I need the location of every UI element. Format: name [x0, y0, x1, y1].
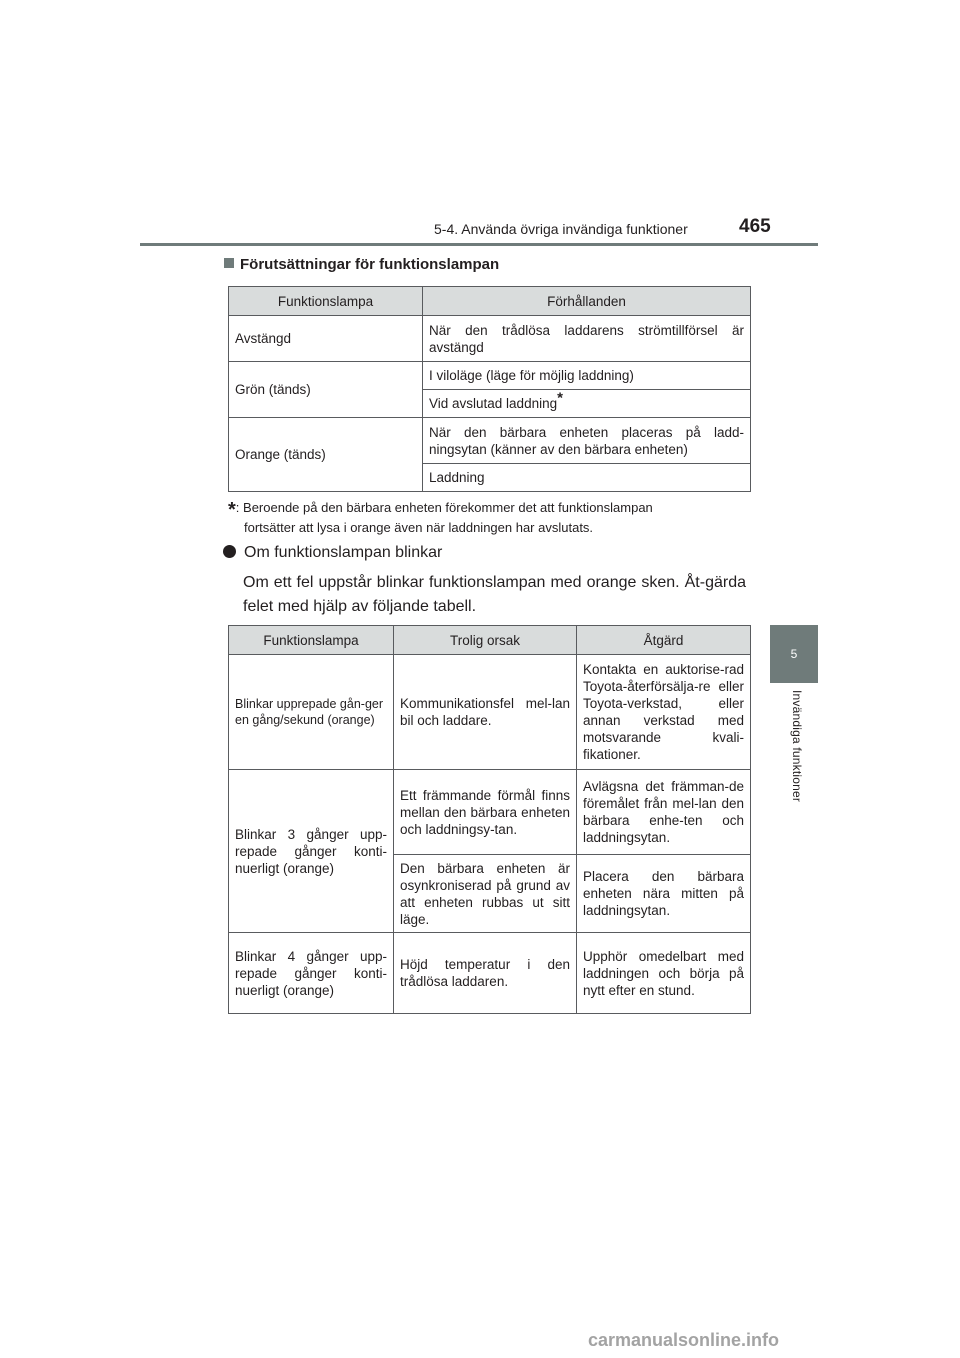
column-header: Trolig orsak: [394, 626, 577, 655]
table-cell: Grön (tänds): [229, 362, 423, 418]
section-heading-text: Förutsättningar för funktionslampan: [240, 256, 500, 273]
table-cell: Blinkar upprepade gån-ger en gång/sekund (orange): [229, 655, 394, 770]
table-cell: Laddning: [423, 464, 751, 492]
table-cell: Upphör omedelbart med laddningen och börja på nytt efter en stund.: [577, 933, 751, 1014]
cell-text: Vid avslutad laddning: [429, 396, 558, 411]
table-cell: Blinkar 3 gånger upp-repade gånger konti-nuerligt (orange): [229, 770, 394, 933]
column-header: Åtgärd: [577, 626, 751, 655]
table-cell: Orange (tänds): [229, 418, 423, 492]
indicator-conditions-table: [228, 286, 751, 492]
blink-troubleshooting-table: [228, 625, 751, 1014]
footnote: [228, 499, 746, 537]
table-cell: Kontakta en auktorise-rad Toyota-återförsälja-re eller Toyota-verkstad, eller annan verkstad med motsvarande kvali-fikationer.: [577, 655, 751, 770]
table-row: [229, 362, 751, 390]
table-row: [229, 418, 751, 464]
table-cell: Avlägsna det främman-de föremålet från mel-lan den bärbara enhe-ten och laddningsytan.: [577, 770, 751, 855]
table-row: [229, 655, 751, 770]
chapter-label: Invändiga funktioner: [790, 690, 804, 803]
table-row: [229, 770, 751, 855]
table-cell: När den bärbara enheten placeras på ladd-ningsytan (känner av den bärbara enheten): [423, 418, 751, 464]
bullet-heading-text: Om funktionslampan blinkar: [244, 544, 443, 561]
square-bullet-icon: [224, 258, 234, 268]
column-header: Förhållanden: [423, 287, 751, 316]
footnote-line-2: fortsätter att lysa i orange även när laddningen har avslutats.: [244, 520, 594, 535]
bullet-body-text: Om ett fel uppstår blinkar funktionslampan med orange sken. Åt-gärda felet med hjälp av följande tabell.: [243, 574, 746, 615]
table-header-row: [229, 626, 751, 655]
table-cell: Avstängd: [229, 316, 423, 362]
chapter-number: 5: [790, 647, 798, 661]
table-row: [229, 933, 751, 1014]
table-cell: I viloläge (läge för möjlig laddning): [423, 362, 751, 390]
column-header: Funktionslampa: [229, 626, 394, 655]
table-cell: Placera den bärbara enheten nära mitten på laddningsytan.: [577, 855, 751, 933]
table-cell: [423, 390, 751, 418]
chapter-tab: [770, 625, 818, 683]
table-cell: När den trådlösa laddarens strömtillförsel är avstängd: [423, 316, 751, 362]
footnote-marker: *: [557, 389, 563, 407]
footnote-asterisk: *: [228, 499, 236, 521]
section-heading: [224, 256, 499, 273]
table-cell: Den bärbara enheten är osynkroniserad på grund av att enheten rubbas ut sitt läge.: [394, 855, 577, 933]
table-cell: Ett främmande förmål finns mellan den bärbara enheten och laddningsy-tan.: [394, 770, 577, 855]
table-row: [229, 316, 751, 362]
footnote-line-1: : Beroende på den bärbara enheten förekommer det att funktionslampan: [235, 500, 653, 515]
column-header: Funktionslampa: [229, 287, 423, 316]
table-cell: Kommunikationsfel mel-lan bil och laddare.: [394, 655, 577, 770]
header-divider: [140, 243, 818, 246]
watermark: carmanualsonline.info: [588, 1330, 780, 1350]
table-header-row: [229, 287, 751, 316]
table-cell: Blinkar 4 gånger upp-repade gånger konti-nuerligt (orange): [229, 933, 394, 1014]
round-bullet-icon: [223, 545, 236, 558]
bullet-heading: [223, 544, 442, 562]
page-number: 465: [739, 216, 771, 237]
table-cell: Höjd temperatur i den trådlösa laddaren.: [394, 933, 577, 1014]
running-header: 5-4. Använda övriga invändiga funktioner: [434, 221, 688, 237]
